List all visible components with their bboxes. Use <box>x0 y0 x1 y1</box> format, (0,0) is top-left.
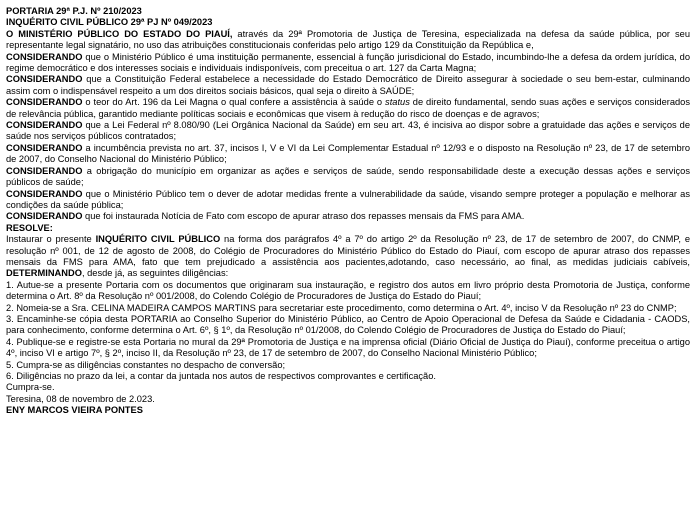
considerando-label: CONSIDERANDO <box>6 142 83 153</box>
considerando-paragraph-1 <box>6 52 690 75</box>
considerando-paragraph-3 <box>6 97 690 120</box>
considerando-label: CONSIDERANDO <box>6 97 83 108</box>
considerando-label: CONSIDERANDO <box>6 188 83 199</box>
document-header-line-1: PORTARIA 29ª P.J. Nº 210/2023 <box>6 6 142 16</box>
diligencia-item-3: 3. Encaminhe-se cópia desta PORTARIA ao Conselho Superior do Ministério Público, ao Centro de Apoio Operacional de Defesa da Saúde e Cidadania - CAODS, para conhecimento, conforme determina o Art. 6º, § 1º, da Resolução nº 01/2008, do Colendo Colégio de Procuradores de Justiça do Estado do Piauí; <box>6 313 690 336</box>
resolve-text-end: , desde já, as seguintes diligências: <box>81 268 229 279</box>
considerando-text: que foi instaurada Notícia de Fato com escopo de apurar atraso dos repasses mensais da FMS para AMA. <box>82 211 525 222</box>
considerando-text-cont: de direito fundamental, sendo suas ações e serviços considerados de relevância pública, garantido mediante políticas sociais e econômicas que visem à redução do risco de doenças e de agravos; <box>6 97 690 119</box>
considerando-label: CONSIDERANDO <box>6 165 83 176</box>
document-header-line-2: INQUÉRITO CIVIL PÚBLICO 29ª PJ Nº 049/2023 <box>6 17 213 28</box>
considerando-text: que a Lei Federal nº 8.080/90 (Lei Orgânica Nacional da Saúde) em seu art. 43, é incisiva ao dispor sobre a gratuidade das ações e serviços de saúde nos serviços públicos contratados; <box>6 120 690 142</box>
considerando-text: a incumbência prevista no art. 37, incisos I, V e VI da Lei Complementar Estadual nº 12/93 e o disposto na Resolução nº 23, de 17 de setembro de 2007, do Conselho Nacional do Ministério Público; <box>6 142 690 165</box>
intro-rest: através da 29ª Promotoria de Justiça de Teresina, especializada na defesa da saúde pública, por seu representante legal signatário, no uso das atribuições constitucionais conferidas pelo artigo 129 da Constituição da República e, <box>6 28 690 51</box>
considerando-paragraph-4 <box>6 120 690 143</box>
intro-bold-lead: O MINISTÉRIO PÚBLICO DO ESTADO DO PIAUÍ, <box>6 28 233 39</box>
considerando-text: que a Constituição Federal estabelece a necessidade do Estado Democrático de Direito assegurar à sociedade o seu bem-estar, culminando assim com o indispensável respeito a um dos direitos sociais básicos, qual seja o direito à SAÚDE; <box>6 74 690 96</box>
resolve-heading: RESOLVE: <box>6 222 53 233</box>
closing-date-line: Teresina, 08 de novembro de 2.023. <box>6 393 155 404</box>
considerando-paragraph-2 <box>6 74 690 97</box>
considerando-label: CONSIDERANDO <box>6 74 83 85</box>
diligencia-item-6: 6. Diligências no prazo da lei, a contar da juntada nos autos de respectivos comprovantes e certificação. <box>6 371 436 381</box>
diligencia-item-5: 5. Cumpra-se as diligências constantes no despacho de conversão; <box>6 359 286 370</box>
considerando-paragraph-6 <box>6 166 690 189</box>
diligencia-item-4: 4. Publique-se e registre-se esta Portaria no mural da 29ª Promotoria de Justiça e na imprensa oficial (Diário Oficial de Justiça do Piauí), conforme preceitua o artigo 4º, inciso VI e artigo 7º, § 2º, inciso II, da Resolução nº 23, de 17 de setembro de 2007, do Conselho Nacional Ministério Público; <box>6 336 690 359</box>
considerando-text: a obrigação do município em organizar as ações e serviços de saúde, sendo responsabilidade deste a execução dessas ações e serviços públicos de saúde; <box>6 165 690 188</box>
diligencia-item-1: 1. Autue-se a presente Portaria com os documentos que originaram sua instauração, e registro dos autos em livro próprio desta Promotoria de Justiça, conforme determina o Art. 8º da Resolução nº 001/2008, do Colendo Colégio de Procuradores de Justiça do Estado do Piauí; <box>6 279 690 302</box>
resolve-bold-determinando: DETERMINANDO <box>6 268 82 279</box>
diligencia-item-2: 2. Nomeia-se a Sra. CELINA MADEIRA CAMPOS MARTINS para secretariar este procedimento, como determina o Art. 4º, inciso V da Resolução nº 23 do CNMP; <box>6 302 677 313</box>
considerando-paragraph-5 <box>6 143 690 166</box>
intro-paragraph <box>6 29 690 52</box>
resolve-paragraph <box>6 234 690 280</box>
considerando-text: o teor do Art. 196 da Lei Magna o qual confere a assistência à saúde o <box>82 97 386 108</box>
considerando-label: CONSIDERANDO <box>6 211 83 222</box>
considerando-label: CONSIDERANDO <box>6 51 83 62</box>
considerando-text: que o Ministério Público tem o dever de adotar medidas frente a vulnerabilidade da saúde, visando sempre proteger a população e melhorar as condições da saúde pública; <box>6 188 690 210</box>
considerando-text: que o Ministério Público é uma instituição permanente, essencial à função jurisdicional do Estado, incumbindo-lhe a defesa da ordem jurídica, do regime democrático e dos interesses sociais e individuais indisponíveis, com preceitua o art. 127 da Carta Magna; <box>6 51 690 74</box>
signature-name: ENY MARCOS VIEIRA PONTES <box>6 405 143 416</box>
considerando-paragraph-7 <box>6 189 690 212</box>
considerando-label: CONSIDERANDO <box>6 120 83 131</box>
resolve-bold-term: INQUÉRITO CIVIL PÚBLICO <box>95 234 221 245</box>
considerando-paragraph-8 <box>6 211 690 222</box>
resolve-text-middle: na forma dos parágrafos 4º a 7º do artigo 2º da Resolução nº 23, de 17 de setembro de 2007, do CNMP, e resolução nº 001, de 12 de agosto de 2008, do Colégio de Procuradores do Ministério Público do Estado do Piauí, com escopo de apurar atraso dos repasses mensais da FMS para AMA, fato que tem prejudicado a assistência aos pacientes,adotando, caso necessário, ao final, as medidas judiciais cabíveis, <box>6 234 691 267</box>
closing-cumpra-se: Cumpra-se. <box>6 382 55 393</box>
resolve-text-lead: Instaurar o presente <box>6 234 96 245</box>
considerando-italic-term: status <box>385 97 410 108</box>
